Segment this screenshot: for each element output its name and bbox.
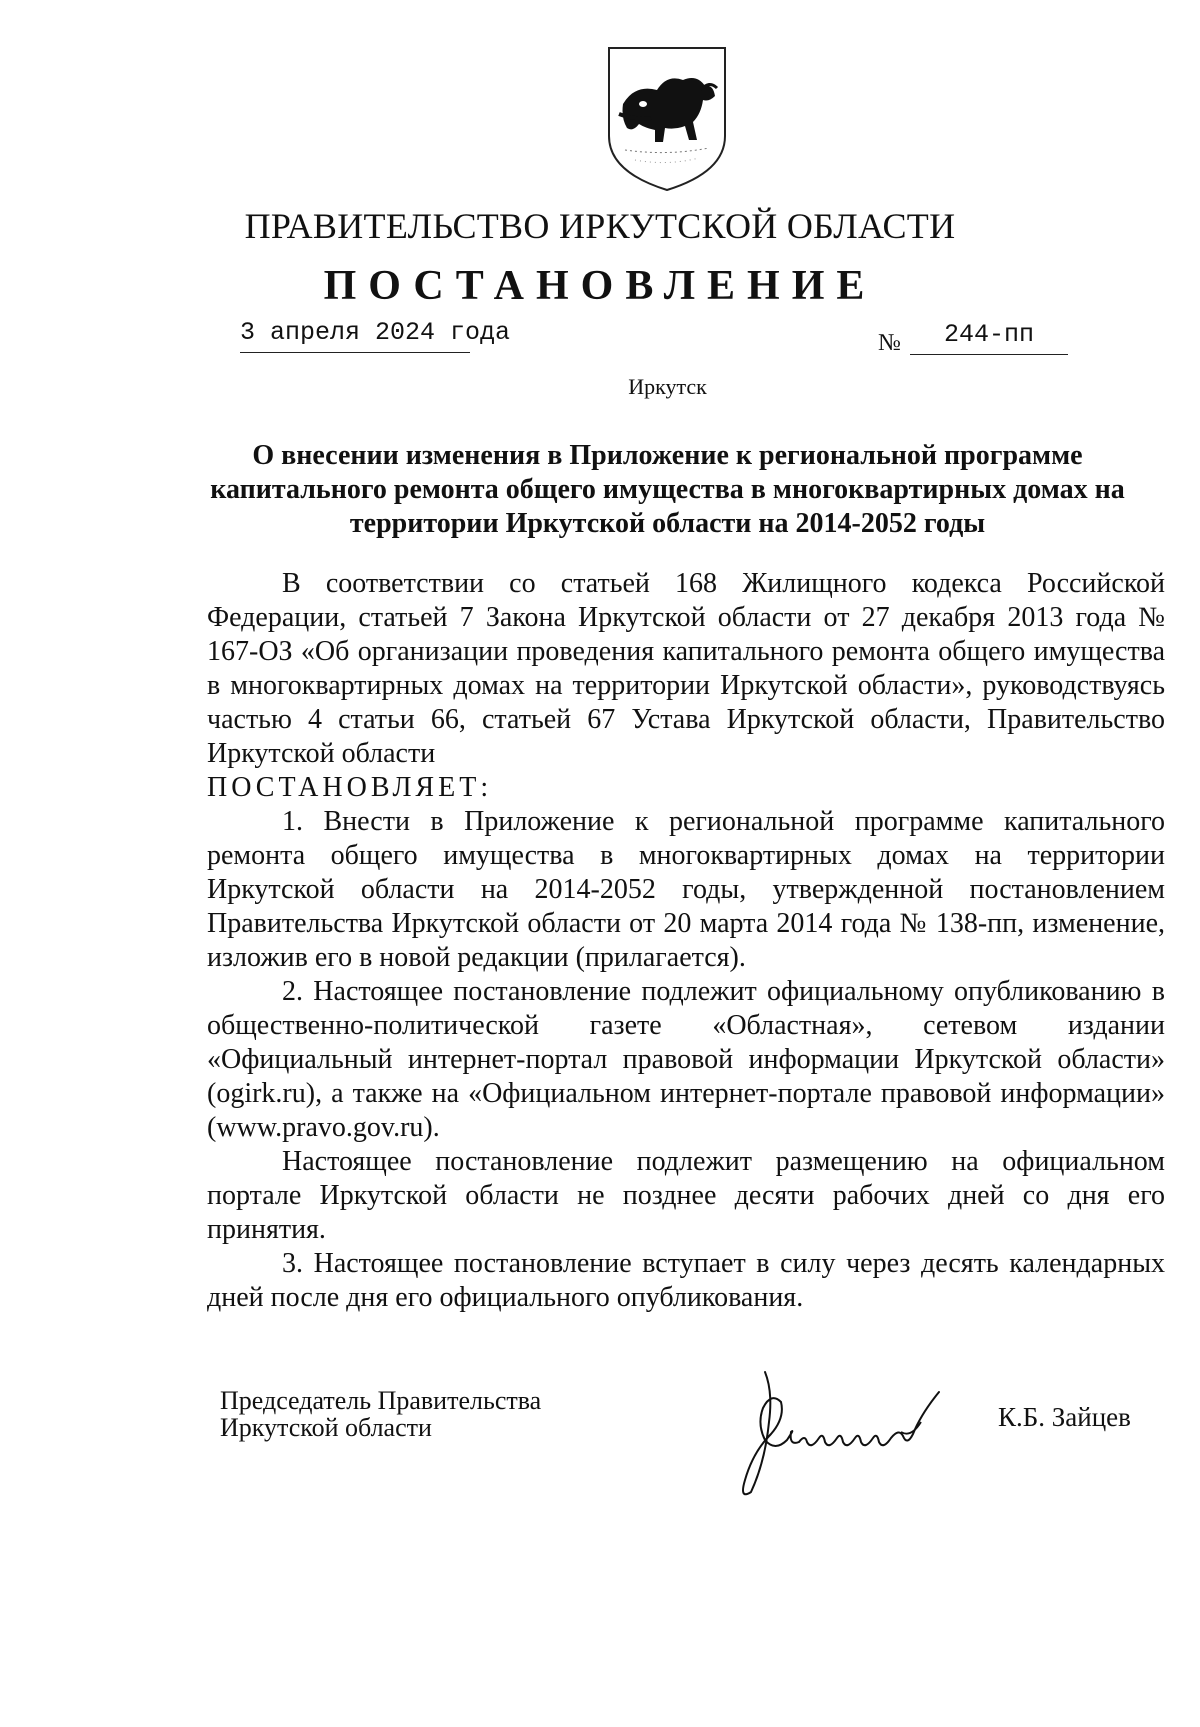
item-2-paragraph: 2. Настоящее постановление подлежит официальному опубликованию в общественно-политической газете «Областная», сетевом издании «Официальный интернет-портал правовой информации Иркутской области» (ogirk.ru), а также на «Официальном интернет-портале правовой информации» (www.pravo.gov.ru). [207, 976, 1165, 1143]
item-2-extra-paragraph: Настоящее постановление подлежит размещению на официальном портале Иркутской области не позднее десяти рабочих дней со дня его принятия. [207, 1146, 1165, 1245]
document-date: 3 апреля 2024 года [240, 318, 470, 353]
resolves-keyword: ПОСТАНОВЛЯЕТ: [207, 772, 493, 803]
signatory-position [220, 1387, 541, 1441]
document-number: 244-пп [910, 320, 1068, 355]
preamble-paragraph: В соответствии со статьей 168 Жилищного кодекса Российской Федерации, статьей 7 Закона Иркутской области от 27 декабря 2013 года № 167-ОЗ «Об организации проведения капитального ремонта общего имущества в многоквартирных домах на территории Иркутской области», руководствуясь частью 4 статьи 66, статьей 67 Устава Иркутской области, Правительство Иркутской области [207, 568, 1165, 769]
document-type-heading: ПОСТАНОВЛЕНИЕ [323, 263, 877, 309]
government-title: ПРАВИТЕЛЬСТВО ИРКУТСКОЙ ОБЛАСТИ [244, 206, 956, 246]
document-body [207, 567, 1165, 1315]
item-1-paragraph: 1. Внести в Приложение к региональной программе капитального ремонта общего имущества в многоквартирных домах на территории Иркутской области на 2014-2052 годы, утвержденной постановлением Правительства Иркутской области от 20 марта 2014 года № 138-пп, изменение, изложив его в новой редакции (прилагается). [207, 806, 1165, 973]
number-sign: № [878, 330, 901, 356]
signatory-position-line1: Председатель Правительства [220, 1386, 542, 1415]
item-3-paragraph: 3. Настоящее постановление вступает в силу через десять календарных дней после дня его официального опубликования. [207, 1248, 1165, 1313]
city-name: Иркутск [628, 374, 707, 399]
handwritten-signature [725, 1362, 970, 1502]
signatory-position-line2: Иркутской области [220, 1413, 432, 1442]
irkutsk-coat-of-arms-icon [605, 44, 729, 194]
document-subject: О внесении изменения в Приложение к региональной программе капитального ремонта общего имущества в многоквартирных домах на территории Иркутской области на 2014-2052 годы [210, 440, 1125, 539]
signatory-name: К.Б. Зайцев [998, 1402, 1131, 1432]
